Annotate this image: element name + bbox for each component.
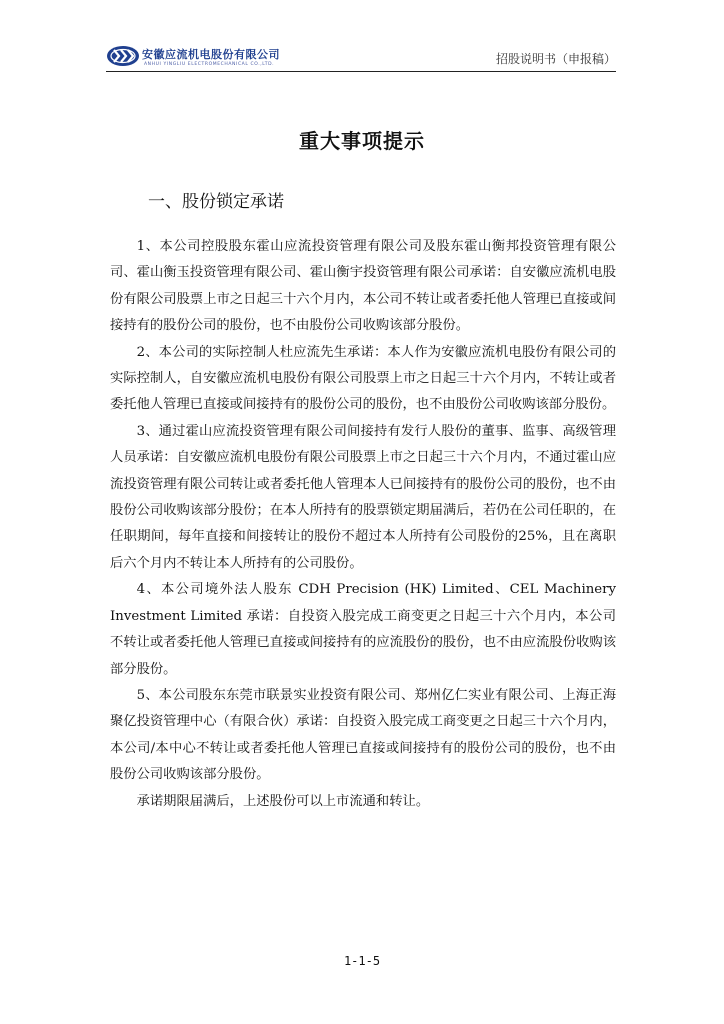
paragraph-1: 1、本公司控股股东霍山应流投资管理有限公司及股东霍山衡邦投资管理有限公司、霍山衡玉投资管理有限公司、霍山衡宇投资管理有限公司承诺：自安徽应流机电股份有限公司股票上市之日起三十六个月内，本公司不转让或者委托他人管理已直接或间接持有的股份公司的股份，也不由股份公司收购该部分股份。 xyxy=(110,239,616,334)
paragraph-5: 5、本公司股东东莞市联景实业投资有限公司、郑州亿仁实业有限公司、上海正海聚亿投资管理中心（有限合伙）承诺：自投资入股完成工商变更之日起三十六个月内，本公司/本中心不转让或者委托他人管理已直接或间接持有的股份公司的股份，也不由股份公司收购该部分股份。 xyxy=(110,687,616,783)
paragraph-4: 4、本公司境外法人股东 CDH Precision (HK) Limited、CEL Machinery Investment Limited 承诺：自投资入股完成工商变更之日起三十六个月内，本公司不转让或者委托他人管理已直接或间接持有的应流股份的股份，也不由应流股份收购该部分股份。 xyxy=(110,582,616,677)
paragraph-2: 2、本公司的实际控制人杜应流先生承诺：本人作为安徽应流机电股份有限公司的实际控制人，自安徽应流机电股份有限公司股票上市之日起三十六个月内，不转让或者委托他人管理已直接或间接持有的股份公司的股份，也不由股份公司收购该部分股份。 xyxy=(110,344,616,413)
company-logo-icon xyxy=(106,44,142,68)
header-divider xyxy=(106,71,616,72)
page-number: 1-1-5 xyxy=(343,954,381,968)
company-name-en: ANHUI YINGLIU ELECTROMECHANICAL CO.,LTD. xyxy=(144,62,275,67)
section-heading: 一、股份锁定承诺 xyxy=(148,192,284,212)
company-name-cn: 安徽应流机电股份有限公司 xyxy=(142,48,280,61)
paragraph-3: 3、通过霍山应流投资管理有限公司间接持有发行人股份的董事、监事、高级管理人员承诺：自安徽应流机电股份有限公司股票上市之日起三十六个月内，不通过霍山应流投资管理有限公司转让或者委托他人管理本人已间接持有的股份公司的股份，也不由股份公司收购该部分股份；在本人所持有的股票锁定期届满后，若仍在公司任职的，在任职期间，每年直接和间接转让的股份不超过本人所持有公司股份的25%，且在离职后六个月内不转让本人所持有的公司股份。 xyxy=(110,423,616,571)
document-type: 招股说明书（申报稿） xyxy=(495,52,616,66)
paragraph-closing: 承诺期限届满后，上述股份可以上市流通和转让。 xyxy=(136,793,430,809)
section-body xyxy=(110,234,616,815)
page-header xyxy=(106,40,616,70)
page-title: 重大事项提示 xyxy=(299,129,425,153)
